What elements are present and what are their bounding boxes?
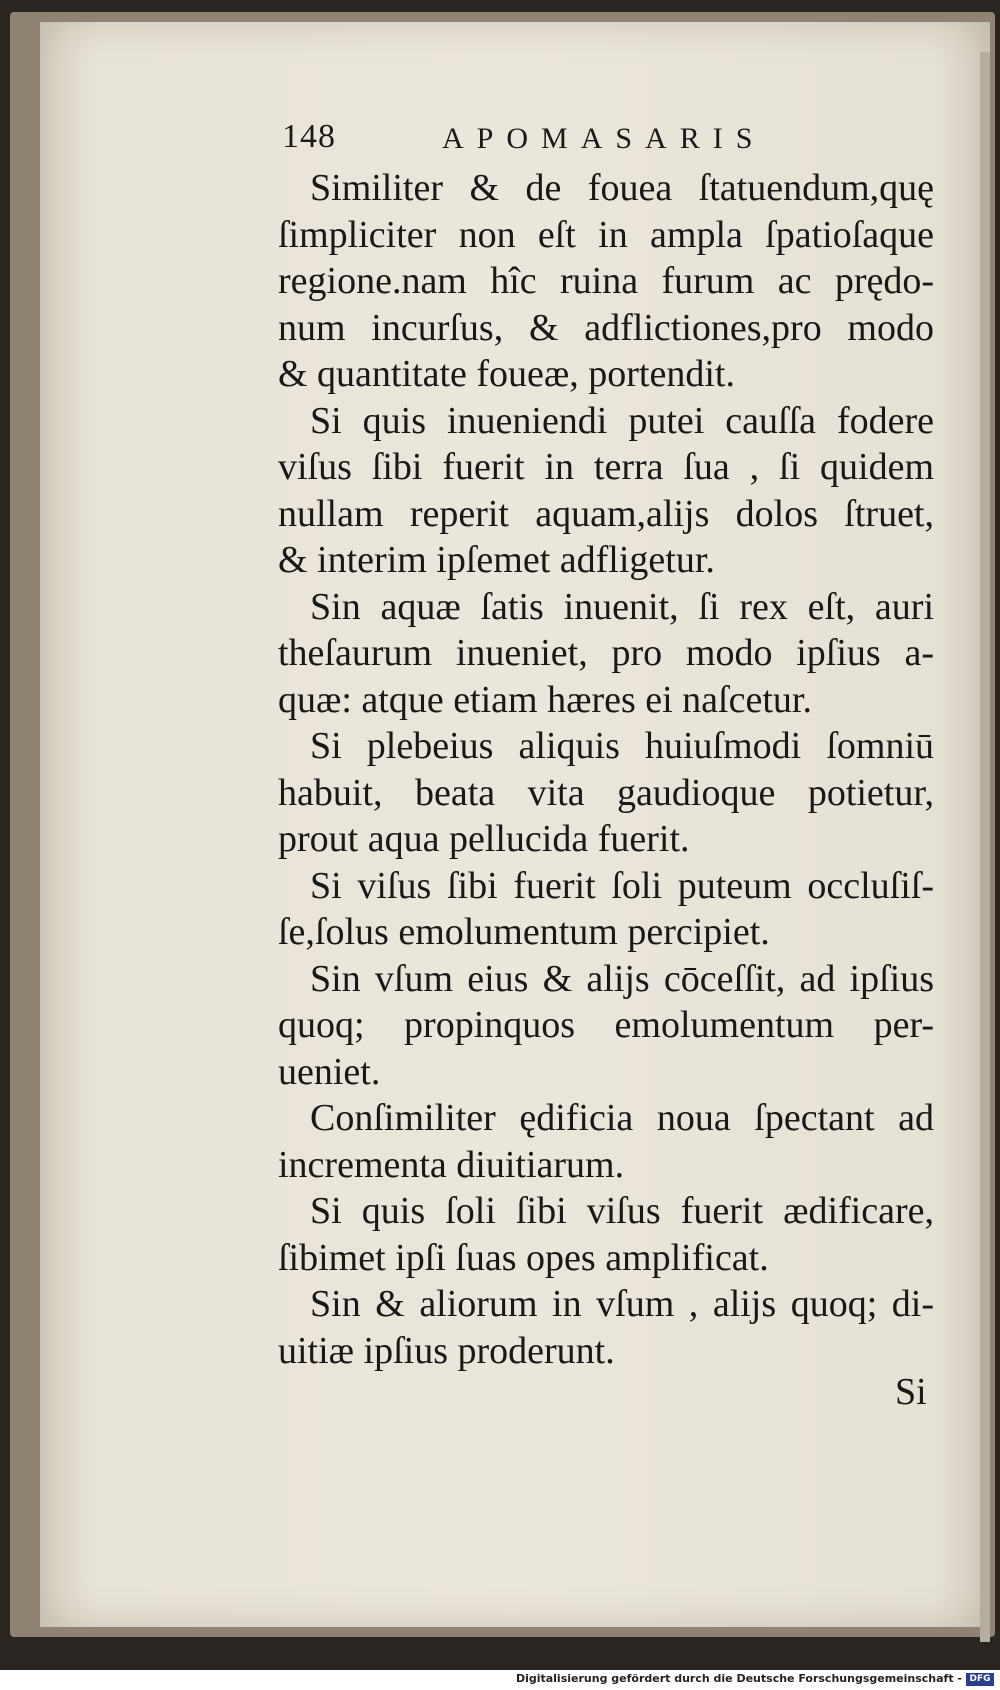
text-line: nullam reperit aquam,alijs dolos ſtruet, — [278, 492, 934, 535]
text-line: regione.nam hîc ruina furum ac prędo- — [278, 260, 934, 302]
text-line: viſus ſibi fuerit in terra ſua , ſi quidem — [278, 446, 934, 488]
text-line: theſaurum inueniet, pro modo ipſius a- — [278, 632, 934, 674]
dfg-logo: DFG — [966, 1673, 994, 1686]
text-line: num incurſus, & adflictiones,pro modo — [278, 306, 934, 349]
text-line: quæ: atque etiam hæres ei naſcetur. — [278, 678, 812, 721]
text-line: Sin & aliorum in vſum , alijs quoq; di- — [310, 1283, 934, 1325]
text-line: ſibimet ipſi ſuas opes amplificat. — [278, 1236, 769, 1279]
text-line: Si viſus ſibi fuerit ſoli puteum occluſiſ- — [310, 864, 934, 907]
page-gutter-strip — [980, 52, 990, 1642]
text-line: habuit, beata vita gaudioque potietur, — [278, 771, 934, 814]
text-line: ueniet. — [278, 1050, 381, 1093]
text-line: incrementa diuitiarum. — [278, 1143, 625, 1186]
page-number: 148 — [282, 118, 336, 155]
text-line: uitiæ ipſius proderunt. — [278, 1329, 615, 1372]
text-line: quoq; propinquos emolumentum per- — [278, 1004, 934, 1046]
text-line: Conſimiliter ędificia noua ſpectant ad — [310, 1097, 934, 1139]
text-line: prout aqua pellucida fuerit. — [278, 818, 690, 860]
text-line: & quantitate foueæ, portendit. — [278, 353, 735, 395]
body-text — [278, 165, 934, 1374]
page-header — [282, 118, 802, 168]
text-line: Si quis inueniendi putei cauſſa fodere — [310, 399, 934, 442]
running-head: APOMASARIS — [442, 122, 766, 155]
text-line: ſe,ſolus emolumentum percipiet. — [278, 911, 770, 953]
digitization-footer — [0, 1670, 1000, 1690]
text-line: & interim ipſemet adfligetur. — [278, 539, 715, 581]
funding-notice: Digitalisierung gefördert durch die Deutsche Forschungsgemeinschaft - — [515, 1672, 962, 1685]
catchword: Si — [895, 1371, 927, 1413]
text-line: ſimpliciter non eſt in ampla ſpatioſaque — [278, 213, 934, 256]
text-line: Sin vſum eius & alijs cōceſſit, ad ipſius — [310, 957, 934, 1000]
text-line: Sin aquæ ſatis inuenit, ſi rex eſt, auri — [310, 585, 934, 628]
text-line: Similiter & de fouea ſtatuendum,quę — [310, 167, 934, 209]
text-line: Si plebeius aliquis huiuſmodi ſomniū — [310, 725, 934, 767]
text-line: Si quis ſoli ſibi viſus fuerit ædificare, — [310, 1190, 934, 1232]
